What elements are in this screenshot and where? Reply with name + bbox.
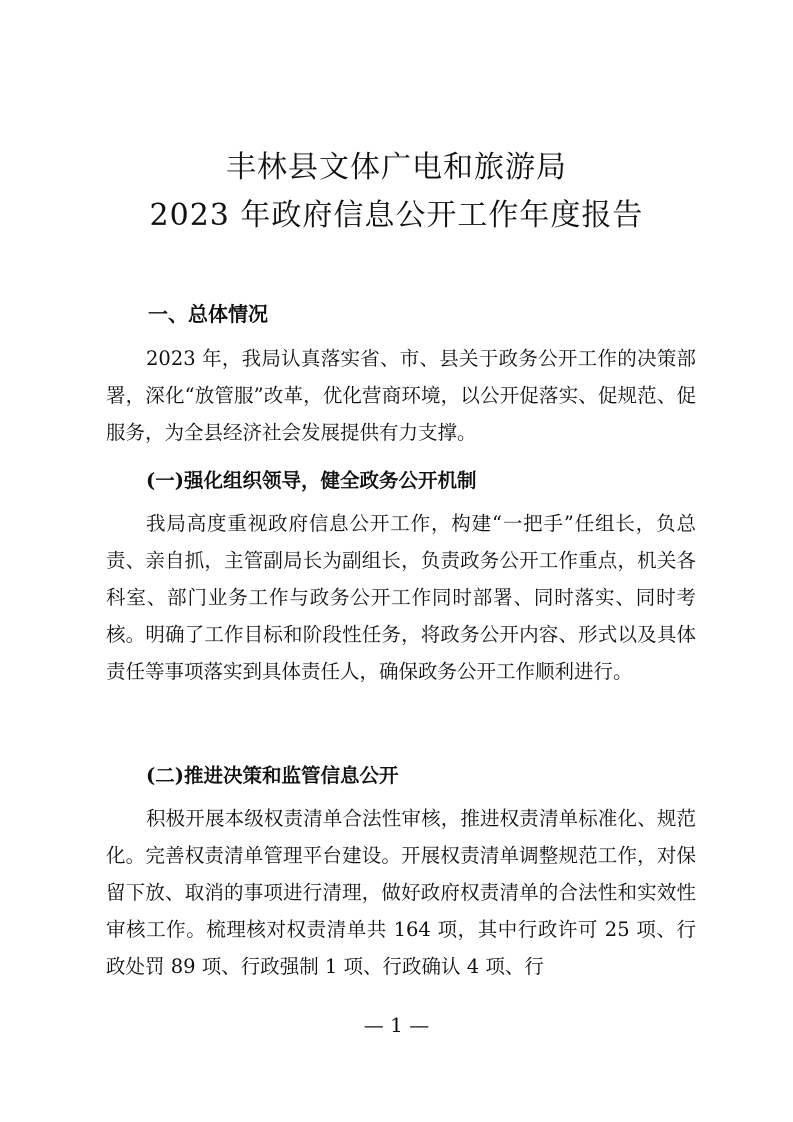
- document-title-line1: 丰林县文体广电和旅游局: [226, 150, 567, 185]
- page-number: — 1 —: [363, 1013, 430, 1037]
- subsection-organization-paragraph: 我局高度重视政府信息公开工作，构建“一把手”任组长，负总责、亲自抓，主管副局长为副组长，负责政务公开工作重点，机关各科室、部门业务工作与政务公开工作同时部署、同时落实、同时考核。明确了工作目标和阶段性任务，将政务公开内容、形式以及具体责任等事项落实到具体责任人，确保政务公开工作顺利进行。: [106, 512, 696, 683]
- subsection-heading-decision-disclosure: (二)推进决策和监管信息公开: [146, 764, 399, 787]
- section-intro-paragraph: 2023 年，我局认真落实省、市、县关于政务公开工作的决策部署，深化“放管服”改革，优化营商环境，以公开促落实、促规范、促服务，为全县经济社会发展提供有力支撑。: [106, 347, 696, 444]
- document-title-line2: 2023 年政府信息公开工作年度报告: [149, 198, 644, 233]
- subsection-decision-paragraph: 积极开展本级权责清单合法性审核，推进权责清单标准化、规范化。完善权责清单管理平台建设。开展权责清单调整规范工作，对保留下放、取消的事项进行清理，做好政府权责清单的合法性和实效性审核工作。梳理核对权责清单共 164 项，其中行政许可 25 项、行政处罚 89 项、行政强制 1 项、行政确认 4 项、行: [106, 807, 696, 978]
- subsection-heading-organization: (一)强化组织领导，健全政务公开机制: [146, 469, 477, 492]
- section-heading-overview: 一、总体情况: [148, 302, 268, 326]
